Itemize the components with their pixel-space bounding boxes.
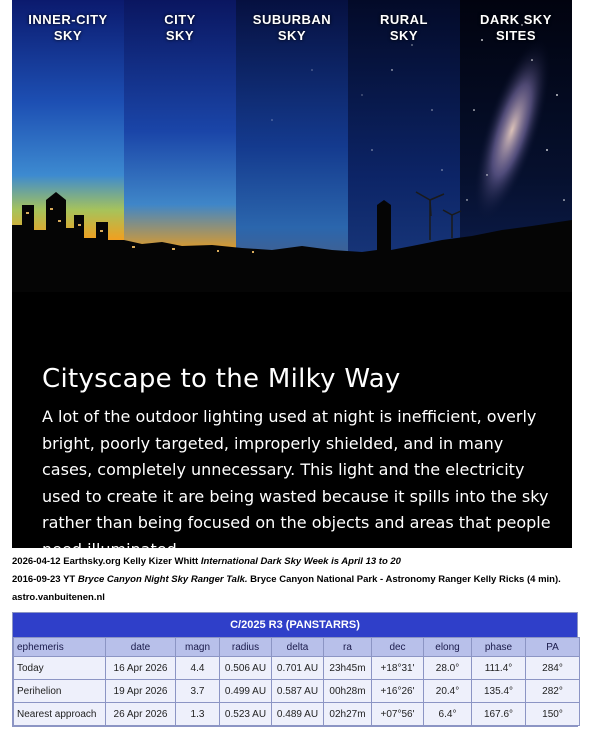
reference-detail: Bryce Canyon National Park - Astronomy Ranger Kelly Ricks — [250, 574, 525, 585]
table-cell: Perihelion — [14, 680, 106, 703]
table-cell: 23h45m — [324, 657, 372, 680]
reference-source: YT — [63, 574, 76, 585]
reference-duration: (4 min). — [526, 574, 561, 585]
table-cell: 0.587 AU — [272, 680, 324, 703]
column-header: delta — [272, 638, 324, 657]
reference-bryce-canyon[interactable] — [12, 574, 561, 585]
reference-source: Earthsky.org — [63, 556, 121, 567]
column-header: magn — [176, 638, 220, 657]
column-header: ra — [324, 638, 372, 657]
reference-author: Kelly Kizer Whitt — [123, 556, 199, 567]
table-row — [14, 680, 580, 703]
table-cell: 3.7 — [176, 680, 220, 703]
table-cell: 16 Apr 2026 — [106, 657, 176, 680]
table-cell: 167.6° — [472, 703, 526, 726]
table-cell: 150° — [526, 703, 580, 726]
table-cell: 0.489 AU — [272, 703, 324, 726]
reference-date: 2016-09-23 — [12, 574, 61, 585]
table-cell: 111.4° — [472, 657, 526, 680]
table-cell: 282° — [526, 680, 580, 703]
reference-title: Bryce Canyon Night Sky Ranger Talk. — [77, 574, 248, 585]
column-header: phase — [472, 638, 526, 657]
table-row — [14, 703, 580, 726]
table-cell: 19 Apr 2026 — [106, 680, 176, 703]
column-header: date — [106, 638, 176, 657]
column-header: ephemeris — [14, 638, 106, 657]
table-cell: 00h28m — [324, 680, 372, 703]
table-cell: 20.4° — [424, 680, 472, 703]
table-cell: 135.4° — [472, 680, 526, 703]
table-cell: 284° — [526, 657, 580, 680]
reference-date: 2026-04-12 — [12, 556, 61, 567]
table-cell: Nearest approach — [14, 703, 106, 726]
table-cell: 0.499 AU — [220, 680, 272, 703]
table-cell: 4.4 — [176, 657, 220, 680]
column-header: dec — [372, 638, 424, 657]
column-header: PA — [526, 638, 580, 657]
table-cell: 0.506 AU — [220, 657, 272, 680]
table-cell: 1.3 — [176, 703, 220, 726]
table-cell: 0.701 AU — [272, 657, 324, 680]
table-cell: 28.0° — [424, 657, 472, 680]
band-label-city: CITY SKY — [164, 12, 196, 43]
credit-link[interactable]: astro.vanbuitenen.nl — [12, 592, 105, 603]
poster-title: Cityscape to the Milky Way — [42, 364, 401, 394]
table-cell: Today — [14, 657, 106, 680]
table-cell: +16°26' — [372, 680, 424, 703]
poster-description: A lot of the outdoor lighting used at night is inefficient, overly bright, poorly targeted, improperly shielded, and in many cases, completely unnecessary. This light and the electricity used to create it are being wasted because it spills into the sky rather than being focused on the objects and areas that people need illuminated. — [42, 407, 551, 559]
band-label-inner-city: INNER-CITY SKY — [28, 12, 108, 43]
table-cell: 26 Apr 2026 — [106, 703, 176, 726]
column-header: elong — [424, 638, 472, 657]
table-cell: +18°31' — [372, 657, 424, 680]
column-header: radius — [220, 638, 272, 657]
table-cell: 6.4° — [424, 703, 472, 726]
ephemeris-title: C/2025 R3 (PANSTARRS) — [13, 613, 577, 637]
band-label-suburban: SUBURBAN SKY — [252, 12, 332, 43]
reference-earthsky[interactable] — [12, 556, 401, 567]
table-cell: +07°56' — [372, 703, 424, 726]
ephemeris-table — [12, 612, 578, 727]
table-row — [14, 657, 580, 680]
table-cell: 0.523 AU — [220, 703, 272, 726]
poster-text-panel — [12, 292, 572, 559]
table-header-row — [14, 638, 580, 657]
table-cell: 02h27m — [324, 703, 372, 726]
band-label-rural: RURAL SKY — [380, 12, 428, 43]
poster-image — [12, 0, 572, 559]
reference-title: International Dark Sky Week is April 13 to 20 — [200, 556, 401, 567]
band-label-dark-sky: DARK SKY SITES — [480, 12, 552, 43]
